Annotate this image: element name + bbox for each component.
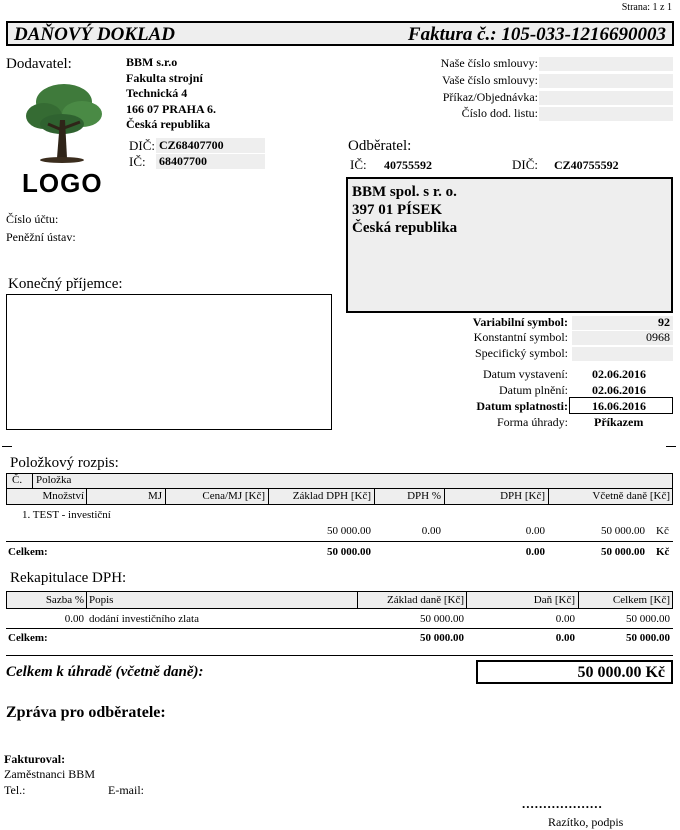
items-col-unit: MJ: [147, 490, 162, 502]
customer-dic: CZ40755592: [554, 158, 619, 172]
due-date: 16.06.2016: [592, 399, 646, 413]
issue-date-label: Datum vystavení:: [483, 367, 568, 381]
customer-name: BBM spol. s r. o.: [352, 184, 457, 200]
recap-col-divider: [578, 591, 579, 609]
recap-total-base: 50 000.00: [420, 632, 464, 644]
recap-col-vat: Daň [Kč]: [533, 594, 575, 606]
item-row-currency: Kč: [656, 525, 669, 537]
tree-logo-icon: [24, 80, 104, 166]
customer-country: Česká republika: [352, 220, 458, 236]
items-total-label: Celkem:: [8, 546, 48, 558]
recap-total-vat: 0.00: [555, 632, 575, 644]
supplier-address: [126, 55, 216, 133]
items-total-currency: Kč: [656, 546, 670, 558]
customer-address: [352, 183, 457, 237]
tel-label: Tel.:: [4, 783, 26, 797]
supplier-ic: 68407700: [156, 154, 265, 169]
account-label: Číslo účtu:: [6, 212, 59, 226]
fold-mark-left: [2, 446, 12, 447]
grand-total-divider: [6, 655, 673, 656]
variable-symbol-label: Variabilní symbol:: [472, 315, 568, 329]
grand-total-label: Celkem k úhradě (včetně daně):: [6, 664, 204, 680]
recap-col-base: Základ daně [Kč]: [387, 594, 464, 606]
supplier-label: Dodavatel:: [6, 56, 72, 72]
items-col-vat: DPH [Kč]: [500, 490, 545, 502]
recap-row-vat: 0.00: [555, 613, 575, 625]
supplier-country: Česká republika: [126, 117, 211, 131]
fold-mark-right: [666, 446, 676, 447]
document-type: DAŇOVÝ DOKLAD: [14, 24, 175, 45]
recap-row-base: 50 000.00: [420, 613, 464, 625]
bank-label: Peněžní ústav:: [6, 230, 76, 244]
items-col-divider: [444, 488, 445, 505]
items-total-divider: [6, 541, 673, 542]
items-col-divider: [548, 488, 549, 505]
constant-symbol: 0968: [646, 330, 670, 344]
recap-col-rate: Sazba %: [45, 594, 84, 606]
recap-row-desc: dodání investičního zlata: [89, 613, 199, 625]
invoice-number: Faktura č.: 105-033-1216690003: [407, 24, 666, 45]
items-total-vat: 0.00: [525, 546, 545, 558]
recap-row-total: 50 000.00: [626, 613, 670, 625]
document-header: [6, 21, 674, 46]
customer-address-box: [346, 177, 673, 313]
final-recipient-label: Konečný příjemce:: [8, 276, 123, 292]
your-contract-value: [539, 74, 673, 88]
order-label: Příkaz/Objednávka:: [442, 90, 538, 104]
items-col-divider: [268, 488, 269, 505]
specific-symbol-field: [572, 347, 673, 361]
constant-symbol-label: Konstantní symbol:: [473, 330, 568, 344]
email-label: E-mail:: [108, 783, 144, 797]
items-total-base: 50 000.00: [327, 546, 371, 558]
item-row-base: 50 000.00: [327, 525, 371, 537]
recap-total-divider: [6, 628, 673, 629]
delivery-note-value: [539, 107, 673, 121]
recap-total-label: Celkem:: [8, 632, 48, 644]
supply-date: 02.06.2016: [592, 383, 646, 397]
signature-line: ...................: [522, 796, 603, 811]
recap-col-desc: Popis: [89, 594, 114, 606]
recap-col-divider: [86, 591, 87, 609]
supplier-dic-label: DIČ:: [129, 138, 155, 153]
item-row-vat: 0.00: [525, 525, 545, 537]
supply-date-label: Datum plnění:: [499, 383, 568, 397]
grand-total-box: [476, 660, 673, 684]
items-total-total: 50 000.00: [601, 546, 645, 558]
issue-date: 02.06.2016: [592, 367, 646, 381]
items-col-divider: [165, 488, 166, 505]
supplier-line4: 166 07 PRAHA 6.: [126, 101, 216, 116]
invoiced-label: Fakturoval:: [4, 752, 66, 766]
logo-text: LOGO: [22, 168, 103, 198]
item-row-vat-pct: 0.00: [421, 525, 441, 537]
items-col-total: Včetně daně [Kč]: [592, 490, 670, 502]
your-contract-label: Vaše číslo smlouvy:: [442, 73, 538, 87]
supplier-name: BBM s.r.o: [126, 55, 178, 69]
customer-dic-label: DIČ:: [512, 157, 538, 172]
invoiced-by: Zaměstnanci BBM: [4, 767, 95, 781]
payment-method-label: Forma úhrady:: [497, 415, 568, 429]
items-header-divider: [6, 488, 673, 489]
recap-col-divider: [466, 591, 467, 609]
item-row-total: 50 000.00: [601, 525, 645, 537]
supplier-ic-label: IČ:: [129, 154, 146, 169]
variable-symbol: 92: [658, 315, 670, 329]
items-col-base: Základ DPH [Kč]: [292, 490, 371, 502]
items-col-qty: Množství: [42, 490, 84, 502]
items-col-divider: [374, 488, 375, 505]
customer-label: Odběratel:: [348, 138, 412, 154]
delivery-note-label: Číslo dod. listu:: [461, 106, 538, 120]
payment-method: Příkazem: [594, 415, 644, 429]
items-col-no: Č.: [12, 474, 23, 486]
customer-city: 397 01 PÍSEK: [352, 202, 443, 218]
recap-col-divider: [357, 591, 358, 609]
recap-row-rate: 0.00: [64, 613, 84, 625]
items-col-vat-pct: DPH %: [407, 490, 441, 502]
order-value: [539, 91, 673, 105]
item-row-name: 1. TEST - investiční: [22, 509, 111, 521]
items-col-price: Cena/MJ [Kč]: [202, 490, 265, 502]
final-recipient-box: [6, 294, 332, 430]
items-col-divider: [32, 473, 33, 488]
specific-symbol-label: Specifický symbol:: [475, 346, 568, 360]
customer-ic: 40755592: [384, 158, 432, 172]
recap-title: Rekapitulace DPH:: [10, 570, 127, 586]
items-title: Položkový rozpis:: [10, 455, 119, 471]
message-title: Zpráva pro odběratele:: [6, 704, 166, 721]
supplier-dic: CZ68407700: [156, 138, 265, 153]
page-label: Strana: 1 z 1: [621, 2, 672, 13]
recap-total-total: 50 000.00: [626, 632, 670, 644]
items-col-divider: [86, 488, 87, 505]
grand-total-value: 50 000.00 Kč: [577, 664, 665, 681]
items-col-item: Položka: [36, 474, 72, 486]
customer-ic-label: IČ:: [350, 157, 367, 172]
our-contract-value: [539, 57, 673, 71]
our-contract-label: Naše číslo smlouvy:: [440, 56, 538, 70]
due-date-label: Datum splatnosti:: [476, 399, 568, 413]
recap-col-total: Celkem [Kč]: [612, 594, 670, 606]
signature-label: Razítko, podpis: [548, 815, 624, 829]
supplier-line2: Fakulta strojní: [126, 70, 203, 85]
supplier-line3: Technická 4: [126, 86, 188, 100]
